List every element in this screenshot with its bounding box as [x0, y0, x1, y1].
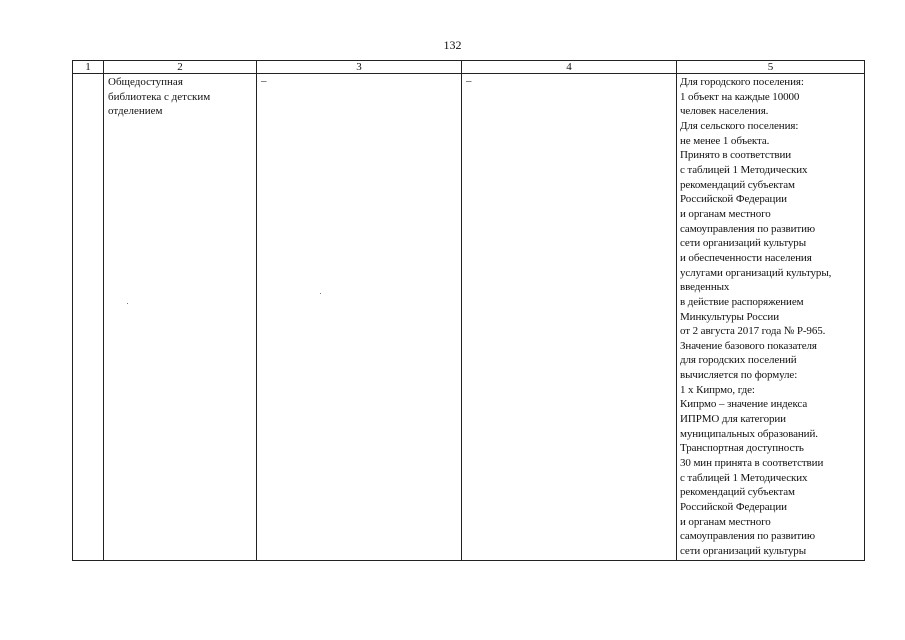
column-header-3: 3 — [257, 61, 462, 74]
cell-col3 — [257, 74, 462, 561]
cell-col4-dash: – — [466, 75, 472, 87]
cell-col5 — [677, 74, 865, 561]
column-header-1: 1 — [73, 61, 104, 74]
column-header-5: 5 — [677, 61, 865, 74]
cell-col1-text — [73, 74, 103, 75]
document-table — [72, 60, 865, 561]
cell-col2 — [104, 74, 257, 561]
facility-name: Общедоступная библиотека с детским отделением — [108, 76, 211, 117]
cell-col4 — [462, 74, 677, 561]
column-header-4: 4 — [462, 61, 677, 74]
cell-col1 — [73, 74, 104, 561]
page-number: 132 — [443, 38, 462, 52]
scan-speck — [320, 293, 321, 294]
scan-speck — [127, 303, 128, 304]
requirement-description: Для городского поселения: 1 объект на каждые 10000 человек населения. Для сельского поселения: не менее 1 объекта. Принято в соответствии с таблицей 1 Методических рекомендаций субъектам Российской Федерации и органам местного самоуправления по развитию сети организаций культуры и обеспеченности населения услугами организаций культуры, введенных в действие распоряжением Минкультуры России от 2 августа 2017 года № Р-965. Значение базового показателя для городских поселений вычисляется по формуле: 1 х Кипрмо, где: Кипрмо – значение индекса ИПРМО для категории муниципальных образований. Транспортная доступность 30 мин принята в соответствии с таблицей 1 Методических рекомендаций субъектам Российской Федерации и органам местного самоуправления по развитию сети организаций культуры — [680, 76, 832, 557]
column-header-2: 2 — [104, 61, 257, 74]
cell-col3-dash: – — [261, 75, 267, 87]
table-row — [73, 74, 865, 561]
table-header-row — [73, 61, 865, 74]
